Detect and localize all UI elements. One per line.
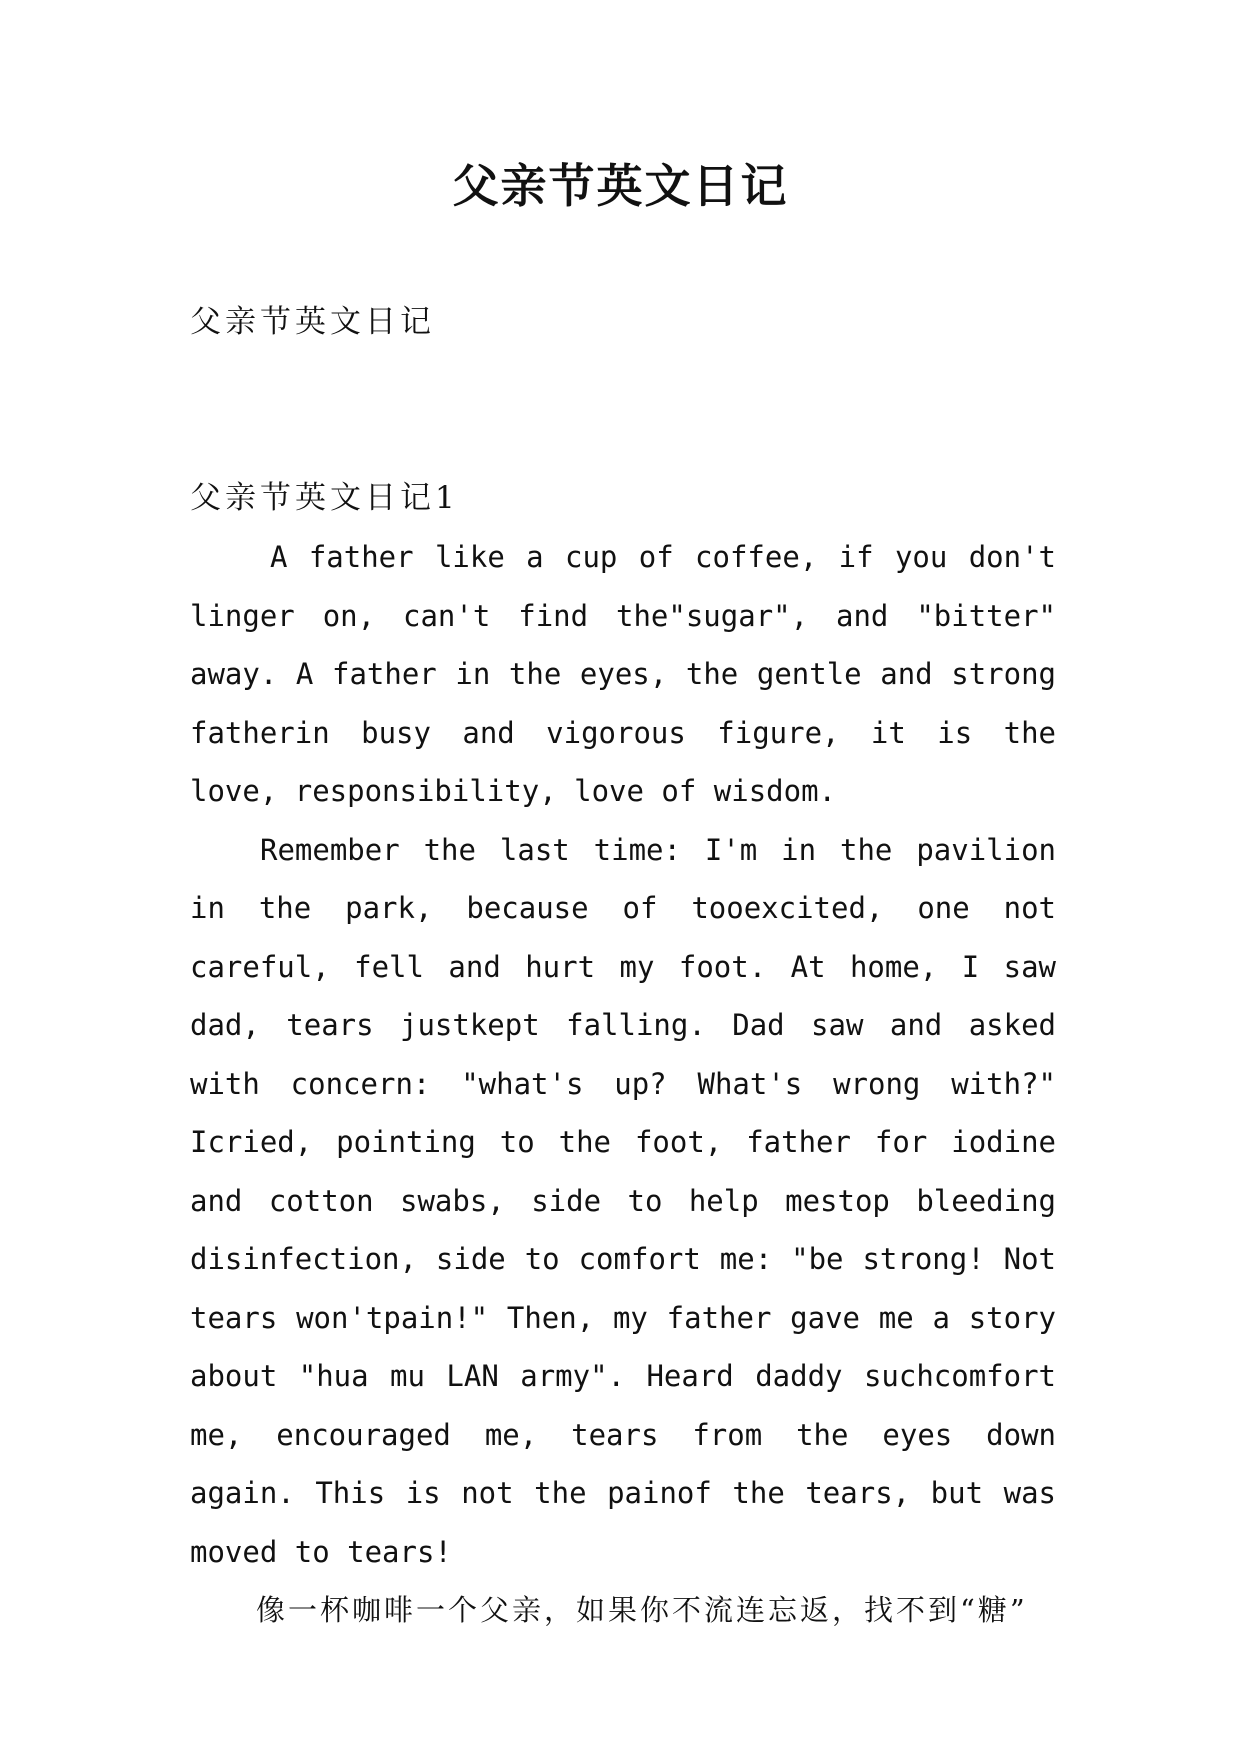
body-text: [190, 528, 1056, 1640]
document-title: 父亲节英文日记: [452, 159, 789, 213]
paragraph-3: 像一杯咖啡一个父亲，如果你不流连忘返，找不到“糖”: [256, 1593, 1028, 1627]
section-heading: 父亲节英文日记1: [190, 480, 459, 516]
document-subtitle: 父亲节英文日记: [190, 304, 435, 340]
paragraph-2: Remember the last time: I'm in the pavilion in the park, because of tooexcited, one not careful, fell and hurt my foot. At home, I saw dad, tears justkept falling. Dad saw and asked with concern: "what's up? What's wrong with?" Icried, pointing to the foot, father for iodine and cotton swabs, side to help mestop bleeding disinfection, side to comfort me: "be strong! Not tears won'tpain!" Then, my father gave me a story about "hua mu LAN army". Heard daddy suchcomfort me, encouraged me, tears from the eyes down again. This is not the painof the tears, but was moved to tears!: [190, 832, 1056, 1569]
paragraph-1: A father like a cup of coffee, if you don't linger on, can't find the"sugar", and "bitter" away. A father in the eyes, the gentle and strong fatherin busy and vigorous figure, it is the love, responsibility, love of wisdom.: [190, 540, 1056, 808]
